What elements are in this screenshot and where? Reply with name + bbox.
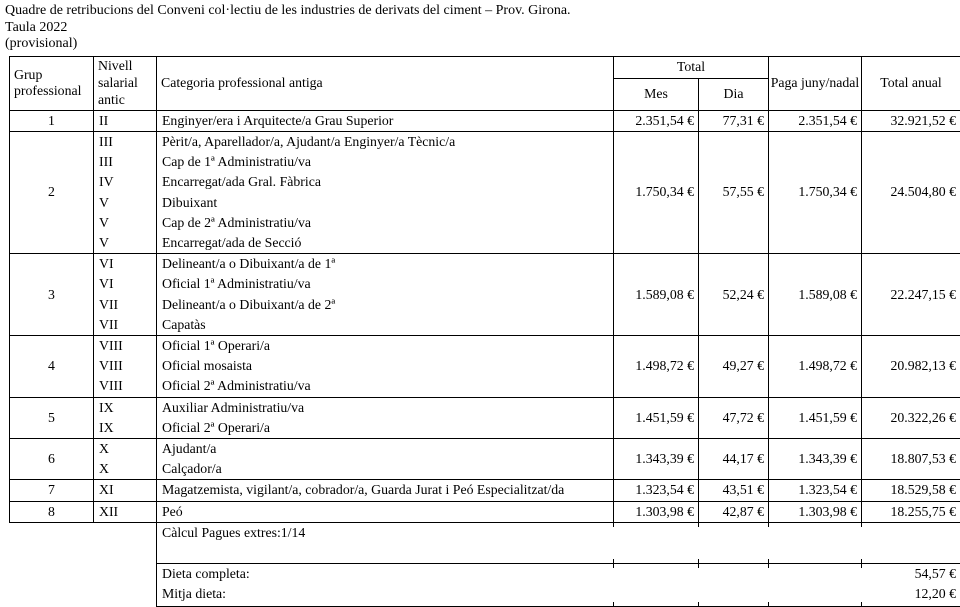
nivell-line: VIII — [99, 336, 156, 356]
column-tick — [861, 564, 862, 568]
mes-value: 1.451,59 € — [614, 397, 699, 438]
dia-value: 52,24 € — [699, 254, 769, 336]
nivell-line: V — [99, 233, 156, 253]
categoria-line: Oficial 1ª Operari/a — [162, 336, 613, 356]
table-row-grup-5 — [10, 397, 960, 438]
nivell-line: VII — [99, 295, 156, 315]
header-mes: Mes — [614, 78, 699, 110]
column-tick — [613, 564, 614, 568]
categoria-line: Encarregat/ada de Secció — [162, 233, 613, 253]
header-row-1 — [10, 56, 960, 78]
table-row-grup-8 — [10, 501, 960, 522]
column-tick — [698, 602, 699, 606]
categoria-cell — [157, 131, 614, 253]
nivell-line: VI — [99, 254, 156, 274]
total-anual-value: 18.807,53 € — [862, 439, 960, 480]
categoria-line: Ajudant/a — [162, 439, 613, 459]
nivell-cell — [94, 501, 157, 522]
categoria-cell — [157, 397, 614, 438]
categoria-cell — [157, 254, 614, 336]
nivell-line: VII — [99, 315, 156, 335]
mes-value: 1.323,54 € — [614, 480, 699, 501]
categoria-line: Oficial 2ª Operari/a — [162, 418, 613, 438]
paga-value: 1.303,98 € — [769, 501, 862, 522]
paga-value: 1.750,34 € — [769, 131, 862, 253]
column-tick — [613, 602, 614, 606]
total-anual-value: 18.529,58 € — [862, 480, 960, 501]
header-paga-juny-nadal: Paga juny/nadal — [769, 56, 862, 110]
grup-number: 8 — [10, 501, 94, 522]
categoria-line: Magatzemista, vigilant/a, cobrador/a, Guarda Jurat i Peó Especialitzat/da — [162, 480, 613, 500]
dieta-completa-label: Dieta completa: — [162, 564, 250, 584]
nivell-line: IX — [99, 398, 156, 418]
categoria-line: Auxiliar Administratiu/va — [162, 398, 613, 418]
calcul-pagues-label: Càlcul Pagues extres:1/14 — [157, 523, 960, 543]
categoria-line: Oficial 1ª Administratiu/va — [162, 274, 613, 294]
nivell-line: II — [99, 111, 156, 131]
nivell-cell — [94, 110, 157, 131]
categoria-cell — [157, 480, 614, 501]
header-dia: Dia — [699, 78, 769, 110]
dia-value: 44,17 € — [699, 439, 769, 480]
total-anual-value: 32.921,52 € — [862, 110, 960, 131]
table-row-grup-1 — [10, 110, 960, 131]
paga-value: 1.589,08 € — [769, 254, 862, 336]
nivell-cell — [94, 336, 157, 398]
column-tick — [698, 523, 699, 527]
grup-number: 3 — [10, 254, 94, 336]
column-tick — [613, 559, 614, 563]
nivell-line: XI — [99, 480, 156, 500]
paga-value: 1.498,72 € — [769, 336, 862, 398]
table-row-grup-2 — [10, 131, 960, 253]
retribucions-table — [9, 56, 960, 607]
categoria-cell — [157, 110, 614, 131]
header-categoria: Categoria professional antiga — [157, 56, 614, 110]
categoria-line: Dibuixant — [162, 193, 613, 213]
total-anual-value: 24.504,80 € — [862, 131, 960, 253]
grup-number: 4 — [10, 336, 94, 398]
nivell-line: V — [99, 193, 156, 213]
footer-empty-cell — [10, 563, 157, 606]
column-tick — [698, 564, 699, 568]
nivell-line: X — [99, 439, 156, 459]
table-row-grup-6 — [10, 439, 960, 480]
nivell-line: V — [99, 213, 156, 233]
nivell-line: IV — [99, 172, 156, 192]
column-tick — [768, 602, 769, 606]
dia-value: 43,51 € — [699, 480, 769, 501]
total-anual-value: 18.255,75 € — [862, 501, 960, 522]
column-tick — [768, 559, 769, 563]
grup-number: 6 — [10, 439, 94, 480]
column-tick — [613, 523, 614, 527]
calcul-pagues-cell — [157, 522, 960, 563]
nivell-cell — [94, 254, 157, 336]
dia-value: 49,27 € — [699, 336, 769, 398]
nivell-cell — [94, 480, 157, 501]
categoria-line: Cap de 1ª Administratiu/va — [162, 152, 613, 172]
column-tick — [768, 564, 769, 568]
mes-value: 2.351,54 € — [614, 110, 699, 131]
mes-value: 1.343,39 € — [614, 439, 699, 480]
nivell-line: X — [99, 459, 156, 479]
nivell-cell — [94, 131, 157, 253]
dieta-completa-row — [157, 564, 960, 584]
nivell-cell — [94, 397, 157, 438]
nivell-line: VI — [99, 274, 156, 294]
dia-value: 57,55 € — [699, 131, 769, 253]
categoria-cell — [157, 501, 614, 522]
paga-value: 1.323,54 € — [769, 480, 862, 501]
dia-value: 77,31 € — [699, 110, 769, 131]
nivell-line: VIII — [99, 356, 156, 376]
dietes-cell — [157, 563, 960, 606]
categoria-line: Enginyer/era i Arquitecte/a Grau Superior — [162, 111, 613, 131]
paga-value: 1.343,39 € — [769, 439, 862, 480]
categoria-line: Oficial 2ª Administratiu/va — [162, 376, 613, 396]
table-row-grup-7 — [10, 480, 960, 501]
footer-row-calcul — [10, 522, 960, 563]
column-tick — [861, 602, 862, 606]
categoria-line: Capatàs — [162, 315, 613, 335]
nivell-line: III — [99, 152, 156, 172]
categoria-line: Oficial mosaista — [162, 356, 613, 376]
total-anual-value: 20.982,13 € — [862, 336, 960, 398]
categoria-cell — [157, 439, 614, 480]
column-tick — [861, 523, 862, 527]
categoria-line: Delineant/a o Dibuixant/a de 1ª — [162, 254, 613, 274]
table-row-grup-3 — [10, 254, 960, 336]
nivell-line: IX — [99, 418, 156, 438]
total-anual-value: 20.322,26 € — [862, 397, 960, 438]
column-tick — [861, 559, 862, 563]
table-row-grup-4 — [10, 336, 960, 398]
total-anual-value: 22.247,15 € — [862, 254, 960, 336]
mitja-dieta-label: Mitja dieta: — [162, 584, 226, 604]
categoria-line: Encarregat/ada Gral. Fàbrica — [162, 172, 613, 192]
header-grup-professional: Grup professional — [10, 56, 94, 110]
footer-empty-cell — [10, 522, 157, 563]
mitja-dieta-value: 12,20 € — [915, 584, 956, 604]
header-nivell-salarial: Nivell salarial antic — [94, 56, 157, 110]
categoria-line: Calçador/a — [162, 459, 613, 479]
mes-value: 1.589,08 € — [614, 254, 699, 336]
paga-value: 2.351,54 € — [769, 110, 862, 131]
nivell-cell — [94, 439, 157, 480]
grup-number: 1 — [10, 110, 94, 131]
mitja-dieta-row — [157, 584, 960, 604]
grup-number: 7 — [10, 480, 94, 501]
column-tick — [768, 523, 769, 527]
nivell-line: III — [99, 132, 156, 152]
mes-value: 1.750,34 € — [614, 131, 699, 253]
categoria-line: Peó — [162, 502, 613, 522]
categoria-line: Cap de 2ª Administratiu/va — [162, 213, 613, 233]
document-title: Quadre de retribucions del Conveni col·lectiu de les industries de derivats del ciment – Prov. Girona. — [5, 3, 960, 20]
footer-row-dietes — [10, 563, 960, 606]
nivell-line: VIII — [99, 376, 156, 396]
grup-number: 5 — [10, 397, 94, 438]
categoria-cell — [157, 336, 614, 398]
mes-value: 1.303,98 € — [614, 501, 699, 522]
header-total: Total — [614, 56, 769, 78]
document-subtitle-provisional: (provisional) — [5, 36, 960, 53]
dia-value: 47,72 € — [699, 397, 769, 438]
categoria-line: Pèrit/a, Aparellador/a, Ajudant/a Enginyer/a Tècnic/a — [162, 132, 613, 152]
paga-value: 1.451,59 € — [769, 397, 862, 438]
categoria-line: Delineant/a o Dibuixant/a de 2ª — [162, 295, 613, 315]
grup-number: 2 — [10, 131, 94, 253]
dieta-completa-value: 54,57 € — [915, 564, 956, 584]
header-total-anual: Total anual — [862, 56, 960, 110]
nivell-line: XII — [99, 502, 156, 522]
mes-value: 1.498,72 € — [614, 336, 699, 398]
document-subtitle-year: Taula 2022 — [5, 20, 960, 37]
column-tick — [698, 559, 699, 563]
dia-value: 42,87 € — [699, 501, 769, 522]
